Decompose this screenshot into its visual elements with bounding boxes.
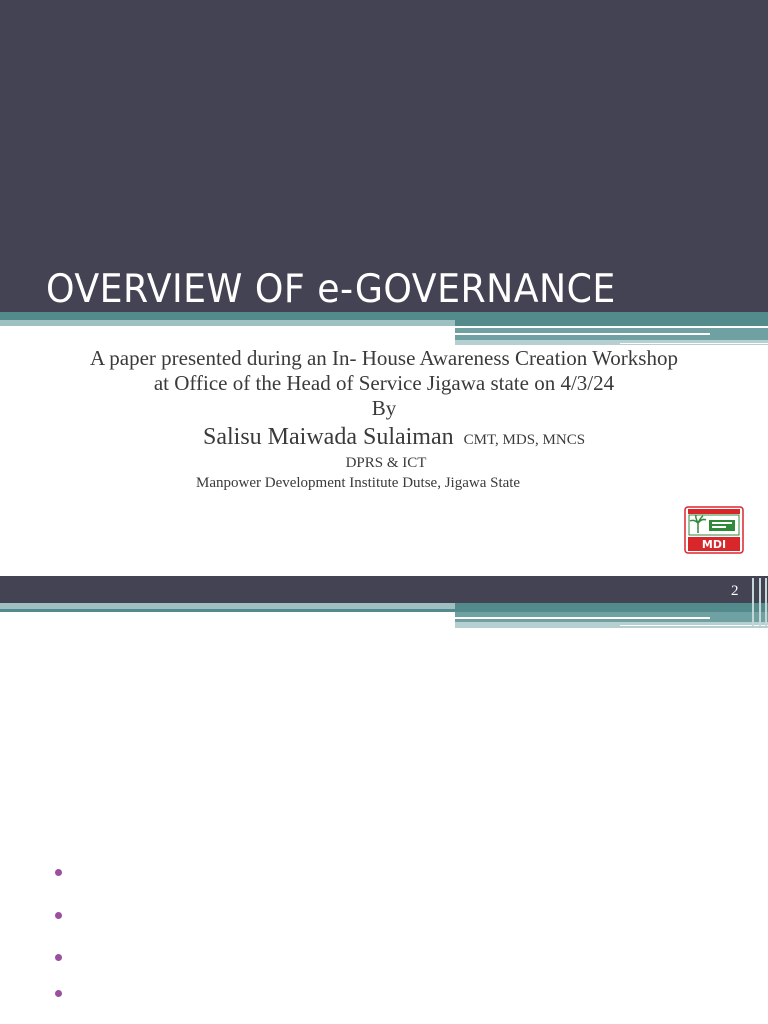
slide-header xyxy=(0,576,768,603)
title-slide-header xyxy=(0,0,768,312)
decorative-line xyxy=(455,617,710,619)
slide-title: OVERVIEW OF e-GOVERNANCE xyxy=(46,267,616,312)
department: DPRS & ICT xyxy=(345,455,427,471)
author-row xyxy=(203,424,585,451)
subtitle-line: A paper presented during an In- House Awareness Creation Workshop xyxy=(90,346,678,370)
logo-text: MDI xyxy=(701,538,727,551)
subtitle-line: at Office of the Head of Service Jigawa state on 4/3/24 xyxy=(153,371,615,395)
decorative-band-light xyxy=(0,603,455,609)
decorative-line xyxy=(620,625,768,626)
author-credentials: CMT, MDS, MNCS xyxy=(463,432,586,448)
decorative-vertical-line xyxy=(765,578,767,626)
subtitle-block xyxy=(0,346,768,421)
decorative-line xyxy=(620,343,768,344)
decorative-vertical-line xyxy=(752,578,754,626)
institute: Manpower Development Institute Dutse, Jigawa State xyxy=(196,475,521,491)
bullet-point xyxy=(55,869,62,876)
decorative-vertical-line xyxy=(759,578,761,626)
slide-number: 2 xyxy=(731,583,739,599)
mdi-logo xyxy=(684,506,744,554)
bullet-point xyxy=(55,990,62,997)
bullet-point xyxy=(55,912,62,919)
author-name: Salisu Maiwada Sulaiman xyxy=(203,424,454,450)
bullet-point xyxy=(55,954,62,961)
by-label: By xyxy=(371,396,397,420)
decorative-band-light xyxy=(0,320,455,326)
decorative-line xyxy=(455,333,710,335)
